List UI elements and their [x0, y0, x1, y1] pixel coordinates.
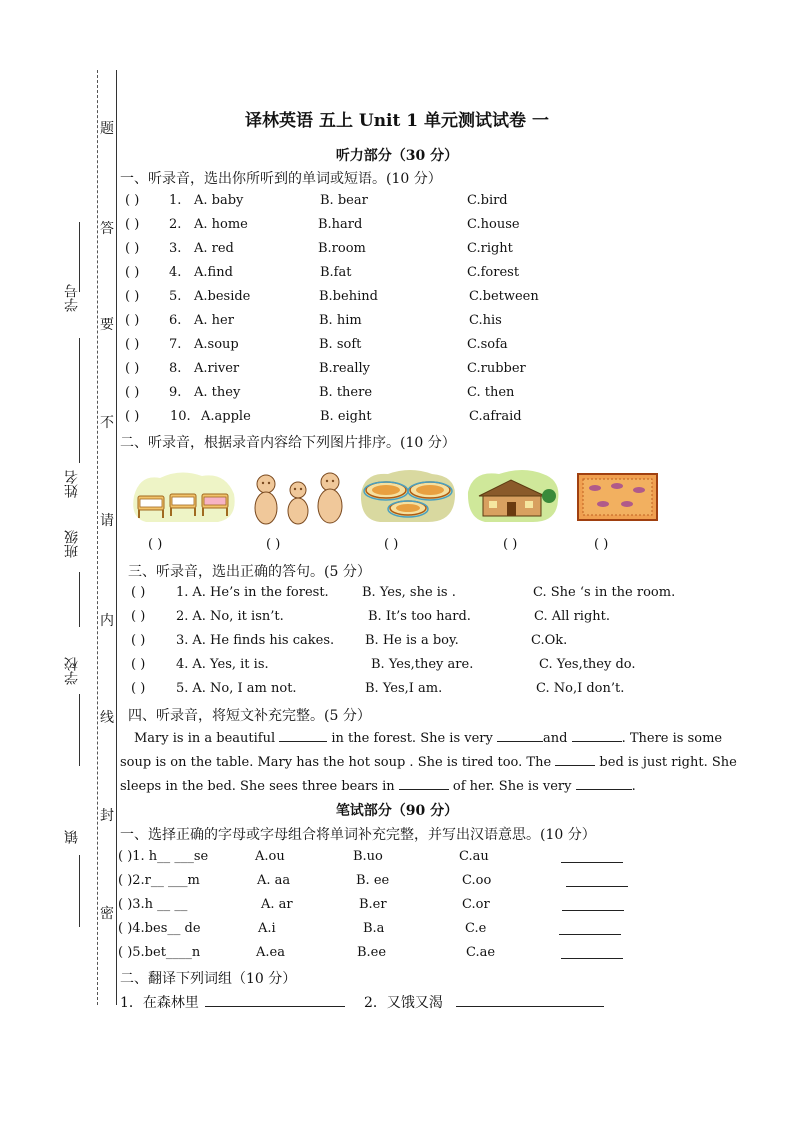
- passage-text: soup is on the table. Mary has the hot soup . She is tired too. The: [120, 755, 556, 770]
- question-number: 9.: [169, 385, 182, 400]
- passage-blank-2[interactable]: [497, 729, 543, 742]
- question-number: 5.: [169, 289, 182, 304]
- soup-bowls-picture: [358, 466, 458, 526]
- letter-option-c[interactable]: C.au: [459, 849, 489, 864]
- option-b[interactable]: B. bear: [320, 193, 368, 208]
- option-a-text: A. He finds his cakes.: [192, 633, 335, 648]
- answer-paren[interactable]: ( ): [125, 193, 140, 208]
- word-question: ( )5.bet____n: [118, 945, 201, 960]
- answer-option-a[interactable]: [176, 681, 297, 696]
- answer-paren[interactable]: ( ): [131, 681, 146, 696]
- passage-blank-1[interactable]: [279, 729, 327, 742]
- picture-answer-1[interactable]: ( ): [148, 537, 163, 552]
- answer-paren[interactable]: ( ): [131, 585, 146, 600]
- passage-blank-4[interactable]: [555, 753, 595, 766]
- question-number: 10.: [170, 409, 191, 424]
- option-a-text: A. He’s in the forest.: [192, 585, 329, 600]
- meaning-blank[interactable]: [562, 910, 624, 911]
- answer-paren[interactable]: ( ): [125, 217, 140, 232]
- translate-blank-1[interactable]: [205, 1006, 345, 1007]
- translate-blank-2[interactable]: [456, 1006, 604, 1007]
- option-a[interactable]: A. her: [194, 313, 234, 328]
- translate-item-2: [364, 992, 443, 1012]
- answer-option-b[interactable]: B. Yes,they are.: [371, 657, 474, 672]
- question-number: 6.: [169, 313, 182, 328]
- passage-text: of her. She is very: [448, 779, 576, 794]
- picture-answer-2[interactable]: ( ): [266, 537, 281, 552]
- xuexiao-blank[interactable]: [79, 694, 80, 766]
- passage-text: sleeps in the bed. She sees three bears in: [120, 779, 399, 794]
- zhen-label: 镇: [64, 830, 80, 844]
- option-b[interactable]: B.fat: [320, 265, 352, 280]
- option-a[interactable]: A.soup: [194, 337, 239, 352]
- question-number: 1.: [176, 585, 189, 600]
- option-c[interactable]: C.right: [467, 241, 513, 256]
- passage-line-2: [120, 753, 737, 770]
- word-question: ( )1. h__ ___se: [118, 849, 209, 864]
- word-question: ( )3.h __ __: [118, 897, 188, 912]
- option-b[interactable]: B.behind: [319, 289, 378, 304]
- option-c[interactable]: C.sofa: [467, 337, 508, 352]
- part1-heading: 一、听录音，选出你所听到的单词或短语。(10 分）: [120, 171, 442, 187]
- question-number: 3.: [176, 633, 189, 648]
- option-c[interactable]: C.forest: [467, 265, 520, 280]
- seal-char: 封: [100, 808, 114, 824]
- question-number: 3.: [169, 241, 182, 256]
- passage-text: .: [631, 779, 636, 794]
- translate-number: 2．: [364, 995, 387, 1011]
- passage-blank-3[interactable]: [572, 729, 622, 742]
- letter-option-a[interactable]: A. ar: [261, 897, 293, 912]
- seal-char: 线: [100, 710, 114, 726]
- option-a[interactable]: A. they: [194, 385, 241, 400]
- translate-text: 在森林里: [142, 995, 199, 1011]
- word-question: ( )2.r__ ___m: [118, 873, 200, 888]
- answer-paren[interactable]: ( ): [125, 313, 140, 328]
- page-title: 译林英语 五上 Unit 1 单元测试试卷 一: [245, 111, 549, 131]
- letter-option-b[interactable]: B.uo: [353, 849, 383, 864]
- letter-option-a[interactable]: A.ea: [256, 945, 285, 960]
- answer-paren[interactable]: ( ): [125, 409, 140, 424]
- bears-picture: [248, 466, 348, 526]
- answer-paren[interactable]: ( ): [131, 657, 146, 672]
- passage-blank-6[interactable]: [576, 777, 632, 790]
- part3-heading: 三、听录音，选出正确的答句。(5 分）: [128, 564, 371, 580]
- passage-text: . There is some: [621, 731, 723, 746]
- xuehao-blank[interactable]: [79, 222, 80, 292]
- answer-paren[interactable]: ( ): [125, 361, 140, 376]
- answer-option-c[interactable]: C. She ‘s in the room.: [533, 585, 676, 600]
- xingming-blank[interactable]: [79, 338, 80, 463]
- answer-option-c[interactable]: C. No,I don’t.: [536, 681, 625, 696]
- option-a-text: A. No, it isn’t.: [192, 609, 284, 624]
- option-b[interactable]: B. there: [319, 385, 373, 400]
- answer-paren[interactable]: ( ): [125, 241, 140, 256]
- letter-option-c[interactable]: C.e: [465, 921, 487, 936]
- letter-option-b[interactable]: B.er: [359, 897, 387, 912]
- question-number: 4.: [169, 265, 182, 280]
- option-a-text: A. No, I am not.: [192, 681, 297, 696]
- answer-option-a[interactable]: [176, 585, 329, 600]
- meaning-blank[interactable]: [559, 934, 621, 935]
- answer-paren[interactable]: ( ): [125, 289, 140, 304]
- option-c[interactable]: C.his: [469, 313, 502, 328]
- beds-picture: [130, 466, 240, 526]
- option-a[interactable]: A. baby: [194, 193, 244, 208]
- letter-option-c[interactable]: C.or: [462, 897, 490, 912]
- meaning-blank[interactable]: [561, 862, 623, 863]
- letter-option-a[interactable]: A.i: [258, 921, 276, 936]
- passage-text: in the forest. She is very: [327, 731, 497, 746]
- seal-char: 内: [100, 613, 114, 629]
- seal-char: 答: [100, 221, 114, 237]
- question-number: 2.: [169, 217, 182, 232]
- answer-option-a[interactable]: [176, 657, 269, 672]
- meaning-blank[interactable]: [566, 886, 628, 887]
- option-b[interactable]: B. him: [319, 313, 362, 328]
- written-header: 笔试部分（90 分）: [335, 803, 459, 819]
- answer-paren[interactable]: ( ): [125, 385, 140, 400]
- answer-option-b[interactable]: B. Yes,I am.: [365, 681, 443, 696]
- answer-option-b[interactable]: B. He is a boy.: [365, 633, 459, 648]
- answer-option-a[interactable]: [176, 633, 334, 648]
- option-c[interactable]: C.rubber: [467, 361, 526, 376]
- banji-label: 班级: [64, 530, 80, 558]
- answer-option-c[interactable]: C. All right.: [534, 609, 611, 624]
- option-b[interactable]: B. eight: [320, 409, 372, 424]
- question-number: 7.: [169, 337, 182, 352]
- option-a[interactable]: A. home: [194, 217, 248, 232]
- part2-heading: 二、听录音，根据录音内容给下列图片排序。(10 分）: [120, 435, 456, 451]
- option-a[interactable]: A.beside: [194, 289, 251, 304]
- picture-answer-3[interactable]: ( ): [384, 537, 399, 552]
- option-b[interactable]: B.room: [318, 241, 366, 256]
- option-b[interactable]: B.hard: [318, 217, 363, 232]
- seal-char: 要: [100, 317, 114, 333]
- answer-option-c[interactable]: C. Yes,they do.: [539, 657, 636, 672]
- translate-item-1: [120, 992, 199, 1012]
- letter-option-a[interactable]: A.ou: [255, 849, 285, 864]
- seal-dashed-line: [97, 70, 98, 1005]
- rug-picture: [575, 466, 660, 526]
- seal-char: 不: [100, 415, 114, 431]
- option-b[interactable]: B.really: [319, 361, 371, 376]
- option-c[interactable]: C.afraid: [469, 409, 522, 424]
- letter-option-b[interactable]: B.ee: [357, 945, 387, 960]
- option-c[interactable]: C. then: [467, 385, 515, 400]
- letter-option-b[interactable]: B. ee: [356, 873, 390, 888]
- passage-text: and: [542, 731, 572, 746]
- translate-number: 1．: [120, 995, 143, 1011]
- answer-option-c[interactable]: C.Ok.: [531, 633, 568, 648]
- answer-paren[interactable]: ( ): [125, 337, 140, 352]
- written-part1-heading: 一、选择正确的字母或字母组合将单词补充完整，并写出汉语意思。(10 分）: [120, 827, 596, 843]
- option-a[interactable]: A.apple: [201, 409, 251, 424]
- question-number: 8.: [169, 361, 182, 376]
- part4-heading: 四、听录音，将短文补充完整。(5 分）: [128, 708, 371, 724]
- passage-blank-5[interactable]: [399, 777, 449, 790]
- letter-option-c[interactable]: C.ae: [466, 945, 496, 960]
- option-a[interactable]: A. red: [194, 241, 234, 256]
- option-c[interactable]: C.house: [467, 217, 520, 232]
- written-part2-heading: 二、翻译下列词组（10 分）: [120, 971, 297, 987]
- xingming-label: 姓名: [64, 470, 80, 498]
- question-number: 2.: [176, 609, 189, 624]
- listening-header: 听力部分（30 分）: [335, 148, 459, 164]
- house-picture: [465, 466, 560, 526]
- option-a[interactable]: A.find: [194, 265, 233, 280]
- answer-paren[interactable]: ( ): [131, 609, 146, 624]
- answer-option-b[interactable]: B. It’s too hard.: [368, 609, 471, 624]
- passage-text: Mary is in a beautiful: [134, 731, 280, 746]
- seal-char: 请: [100, 513, 114, 529]
- zhen-blank[interactable]: [79, 855, 80, 927]
- word-question: ( )4.bes__ de: [118, 921, 201, 936]
- xuexiao-label: 学校: [64, 657, 80, 685]
- passage-line-1: [134, 729, 722, 746]
- passage-line-3: [120, 777, 636, 794]
- option-c[interactable]: C.bird: [467, 193, 508, 208]
- picture-answer-4[interactable]: ( ): [503, 537, 518, 552]
- option-a-text: A. Yes, it is.: [192, 657, 269, 672]
- answer-option-a[interactable]: [176, 609, 284, 624]
- option-a[interactable]: A.river: [194, 361, 240, 376]
- banji-blank[interactable]: [79, 572, 80, 627]
- seal-char: 密: [100, 906, 114, 922]
- option-c[interactable]: C.between: [469, 289, 539, 304]
- translate-text: 又饿又渴: [386, 995, 443, 1011]
- answer-paren[interactable]: ( ): [131, 633, 146, 648]
- answer-option-b[interactable]: B. Yes, she is .: [362, 585, 456, 600]
- margin-line: [116, 70, 117, 1005]
- question-number: 4.: [176, 657, 189, 672]
- answer-paren[interactable]: ( ): [125, 265, 140, 280]
- seal-char: 题: [100, 121, 114, 137]
- meaning-blank[interactable]: [561, 958, 623, 959]
- letter-option-b[interactable]: B.a: [363, 921, 385, 936]
- passage-text: bed is just right. She: [595, 755, 737, 770]
- option-b[interactable]: B. soft: [319, 337, 362, 352]
- question-number: 1.: [169, 193, 182, 208]
- letter-option-c[interactable]: C.oo: [462, 873, 492, 888]
- picture-answer-5[interactable]: ( ): [594, 537, 609, 552]
- xuehao-label: 学号: [64, 284, 80, 312]
- question-number: 5.: [176, 681, 189, 696]
- letter-option-a[interactable]: A. aa: [257, 873, 291, 888]
